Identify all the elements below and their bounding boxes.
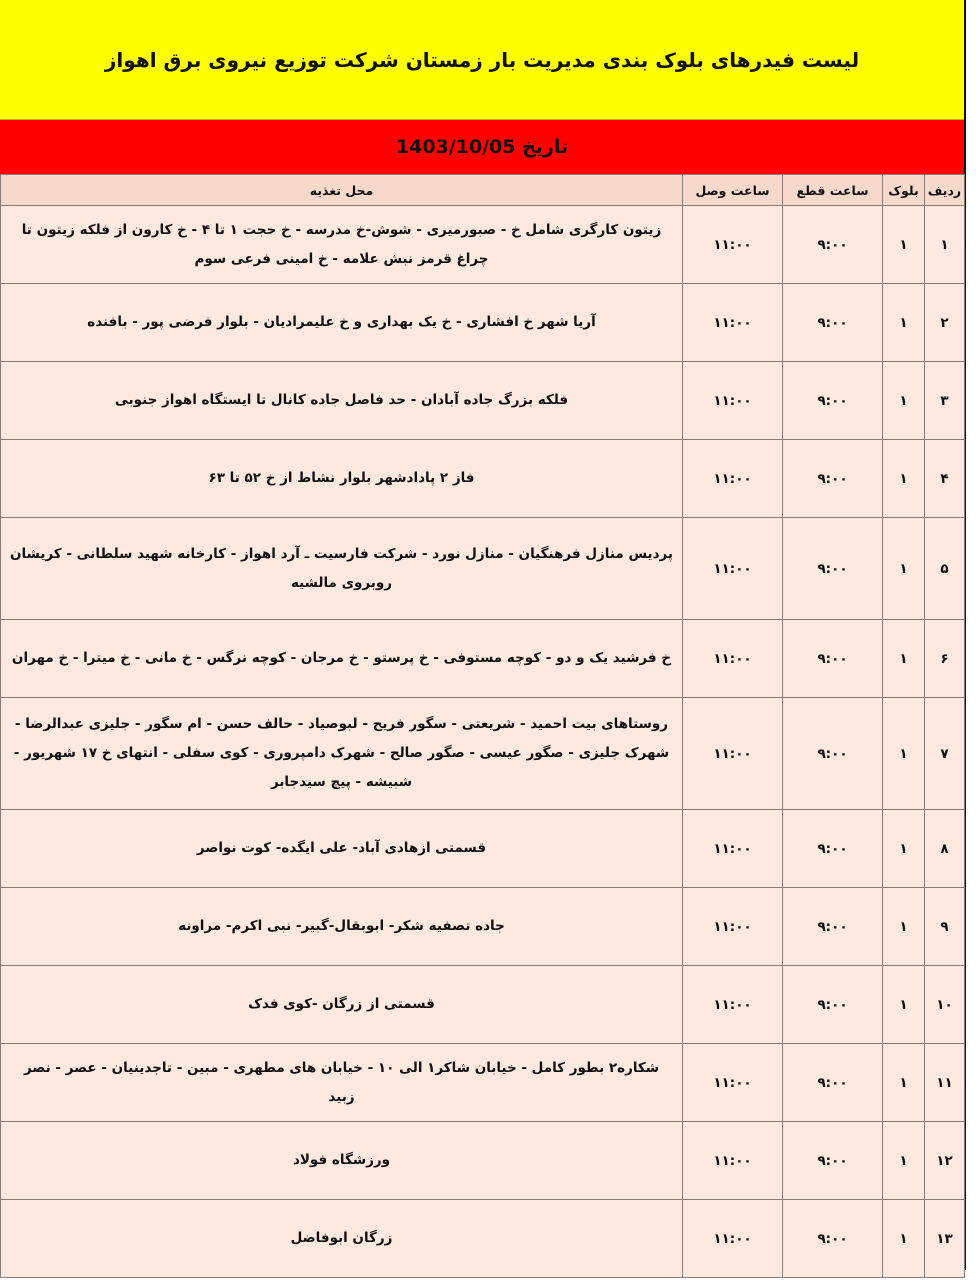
block-cell: ۱ <box>883 620 925 698</box>
table-row <box>1 888 965 966</box>
table-row <box>1 1200 965 1278</box>
table-header-row <box>1 175 965 206</box>
table-row <box>1 362 965 440</box>
table-row <box>1 810 965 888</box>
cut-time-cell: ۹:۰۰ <box>783 284 883 362</box>
location-cell: خ فرشید یک و دو - کوچه مستوفی - خ پرستو - خ مرجان - کوچه نرگس - خ مانی - خ میترا - خ مهران <box>1 620 683 698</box>
cut-time-cell: ۹:۰۰ <box>783 1122 883 1200</box>
block-cell: ۱ <box>883 206 925 284</box>
row-number: ۲ <box>925 284 965 362</box>
table-row <box>1 1122 965 1200</box>
block-cell: ۱ <box>883 284 925 362</box>
location-cell: فلکه بزرگ جاده آبادان - حد فاصل جاده کانال تا ایستگاه اهواز جنوبی <box>1 362 683 440</box>
connect-time-cell: ۱۱:۰۰ <box>683 1044 783 1122</box>
table-row <box>1 620 965 698</box>
block-cell: ۱ <box>883 966 925 1044</box>
location-cell: شکاره۲ بطور کامل - خیابان شاکر۱ الی ۱۰ - خیابان های مطهری - مبین - تاجدینیان - عصر - نصر زبید <box>1 1044 683 1122</box>
cut-time-cell: ۹:۰۰ <box>783 440 883 518</box>
connect-time-cell: ۱۱:۰۰ <box>683 518 783 620</box>
row-number: ۸ <box>925 810 965 888</box>
location-cell: آریا شهر خ افشاری - خ یک بهداری و خ علیمرادیان - بلوار فرضی پور - بافنده <box>1 284 683 362</box>
block-cell: ۱ <box>883 1044 925 1122</box>
cut-time-cell: ۹:۰۰ <box>783 698 883 810</box>
location-cell: فاز ۲ پادادشهر بلوار نشاط از خ ۵۲ تا ۶۳ <box>1 440 683 518</box>
cut-time-cell: ۹:۰۰ <box>783 362 883 440</box>
row-number: ۴ <box>925 440 965 518</box>
connect-time-cell: ۱۱:۰۰ <box>683 888 783 966</box>
connect-time-cell: ۱۱:۰۰ <box>683 1122 783 1200</box>
title-banner <box>0 0 964 120</box>
location-cell: زیتون کارگری شامل خ - صبورمیری - شوش-خ مدرسه - خ حجت ۱ تا ۴ - خ کارون از فلکه زیتون تا چراغ قرمز نبش علامه - خ امینی فرعی سوم <box>1 206 683 284</box>
date-label: تاریخ 1403/10/05 <box>395 136 569 158</box>
column-header-location: محل تغذیه <box>1 175 683 206</box>
table-row <box>1 206 965 284</box>
block-cell: ۱ <box>883 440 925 518</box>
table-row <box>1 440 965 518</box>
block-cell: ۱ <box>883 362 925 440</box>
block-cell: ۱ <box>883 888 925 966</box>
block-cell: ۱ <box>883 1122 925 1200</box>
connect-time-cell: ۱۱:۰۰ <box>683 206 783 284</box>
cut-time-cell: ۹:۰۰ <box>783 518 883 620</box>
location-cell: جاده تصفیه شکر- ابوبقال-گبیر- نبی اکرم- مراونه <box>1 888 683 966</box>
connect-time-cell: ۱۱:۰۰ <box>683 698 783 810</box>
location-cell: پردیس منازل فرهنگیان - منازل نورد - شرکت فارسیت ـ آرد اهواز - کارخانه شهید سلطانی - کریشان روبروی مالشیه <box>1 518 683 620</box>
connect-time-cell: ۱۱:۰۰ <box>683 362 783 440</box>
column-header-row-number: ردیف <box>925 175 965 206</box>
row-number: ۶ <box>925 620 965 698</box>
cut-time-cell: ۹:۰۰ <box>783 888 883 966</box>
feeder-schedule-table <box>0 174 965 1278</box>
row-number: ۷ <box>925 698 965 810</box>
table-row <box>1 966 965 1044</box>
location-cell: قسمتی ازهادی آباد- علی ایگده- کوت نواصر <box>1 810 683 888</box>
block-cell: ۱ <box>883 810 925 888</box>
row-number: ۱۰ <box>925 966 965 1044</box>
connect-time-cell: ۱۱:۰۰ <box>683 1200 783 1278</box>
page-title: لیست فیدرهای بلوک بندی مدیریت بار زمستان شرکت توزیع نیروی برق اهواز <box>104 47 860 72</box>
table-row <box>1 698 965 810</box>
location-cell: ورزشگاه فولاد <box>1 1122 683 1200</box>
row-number: ۱۲ <box>925 1122 965 1200</box>
row-number: ۵ <box>925 518 965 620</box>
row-number: ۱۳ <box>925 1200 965 1278</box>
location-cell: روستاهای بیت احمید - شریعتی - سگور فریح - لبوصیاد - حالف حسن - ام سگور - جلیزی عبدالرضا - شهرک جلیزی - صگور عیسی - صگور صالح - شهرک دامپروری - کوی سفلی - انتهای خ ۱۷ شهریور - شبیشه - پیچ سیدجابر <box>1 698 683 810</box>
row-number: ۹ <box>925 888 965 966</box>
location-cell: قسمتی از زرگان -کوی فدک <box>1 966 683 1044</box>
cut-time-cell: ۹:۰۰ <box>783 810 883 888</box>
table-row <box>1 518 965 620</box>
block-cell: ۱ <box>883 1200 925 1278</box>
cut-time-cell: ۹:۰۰ <box>783 966 883 1044</box>
connect-time-cell: ۱۱:۰۰ <box>683 440 783 518</box>
connect-time-cell: ۱۱:۰۰ <box>683 810 783 888</box>
block-cell: ۱ <box>883 698 925 810</box>
cut-time-cell: ۹:۰۰ <box>783 206 883 284</box>
row-number: ۱۱ <box>925 1044 965 1122</box>
cut-time-cell: ۹:۰۰ <box>783 620 883 698</box>
block-cell: ۱ <box>883 518 925 620</box>
table-row <box>1 1044 965 1122</box>
connect-time-cell: ۱۱:۰۰ <box>683 284 783 362</box>
location-cell: زرگان ابوفاضل <box>1 1200 683 1278</box>
row-number: ۳ <box>925 362 965 440</box>
cut-time-cell: ۹:۰۰ <box>783 1044 883 1122</box>
table-row <box>1 284 965 362</box>
row-number: ۱ <box>925 206 965 284</box>
connect-time-cell: ۱۱:۰۰ <box>683 966 783 1044</box>
cut-time-cell: ۹:۰۰ <box>783 1200 883 1278</box>
column-header-connect-time: ساعت وصل <box>683 175 783 206</box>
connect-time-cell: ۱۱:۰۰ <box>683 620 783 698</box>
date-banner <box>0 120 964 174</box>
column-header-cut-time: ساعت قطع <box>783 175 883 206</box>
column-header-block: بلوک <box>883 175 925 206</box>
